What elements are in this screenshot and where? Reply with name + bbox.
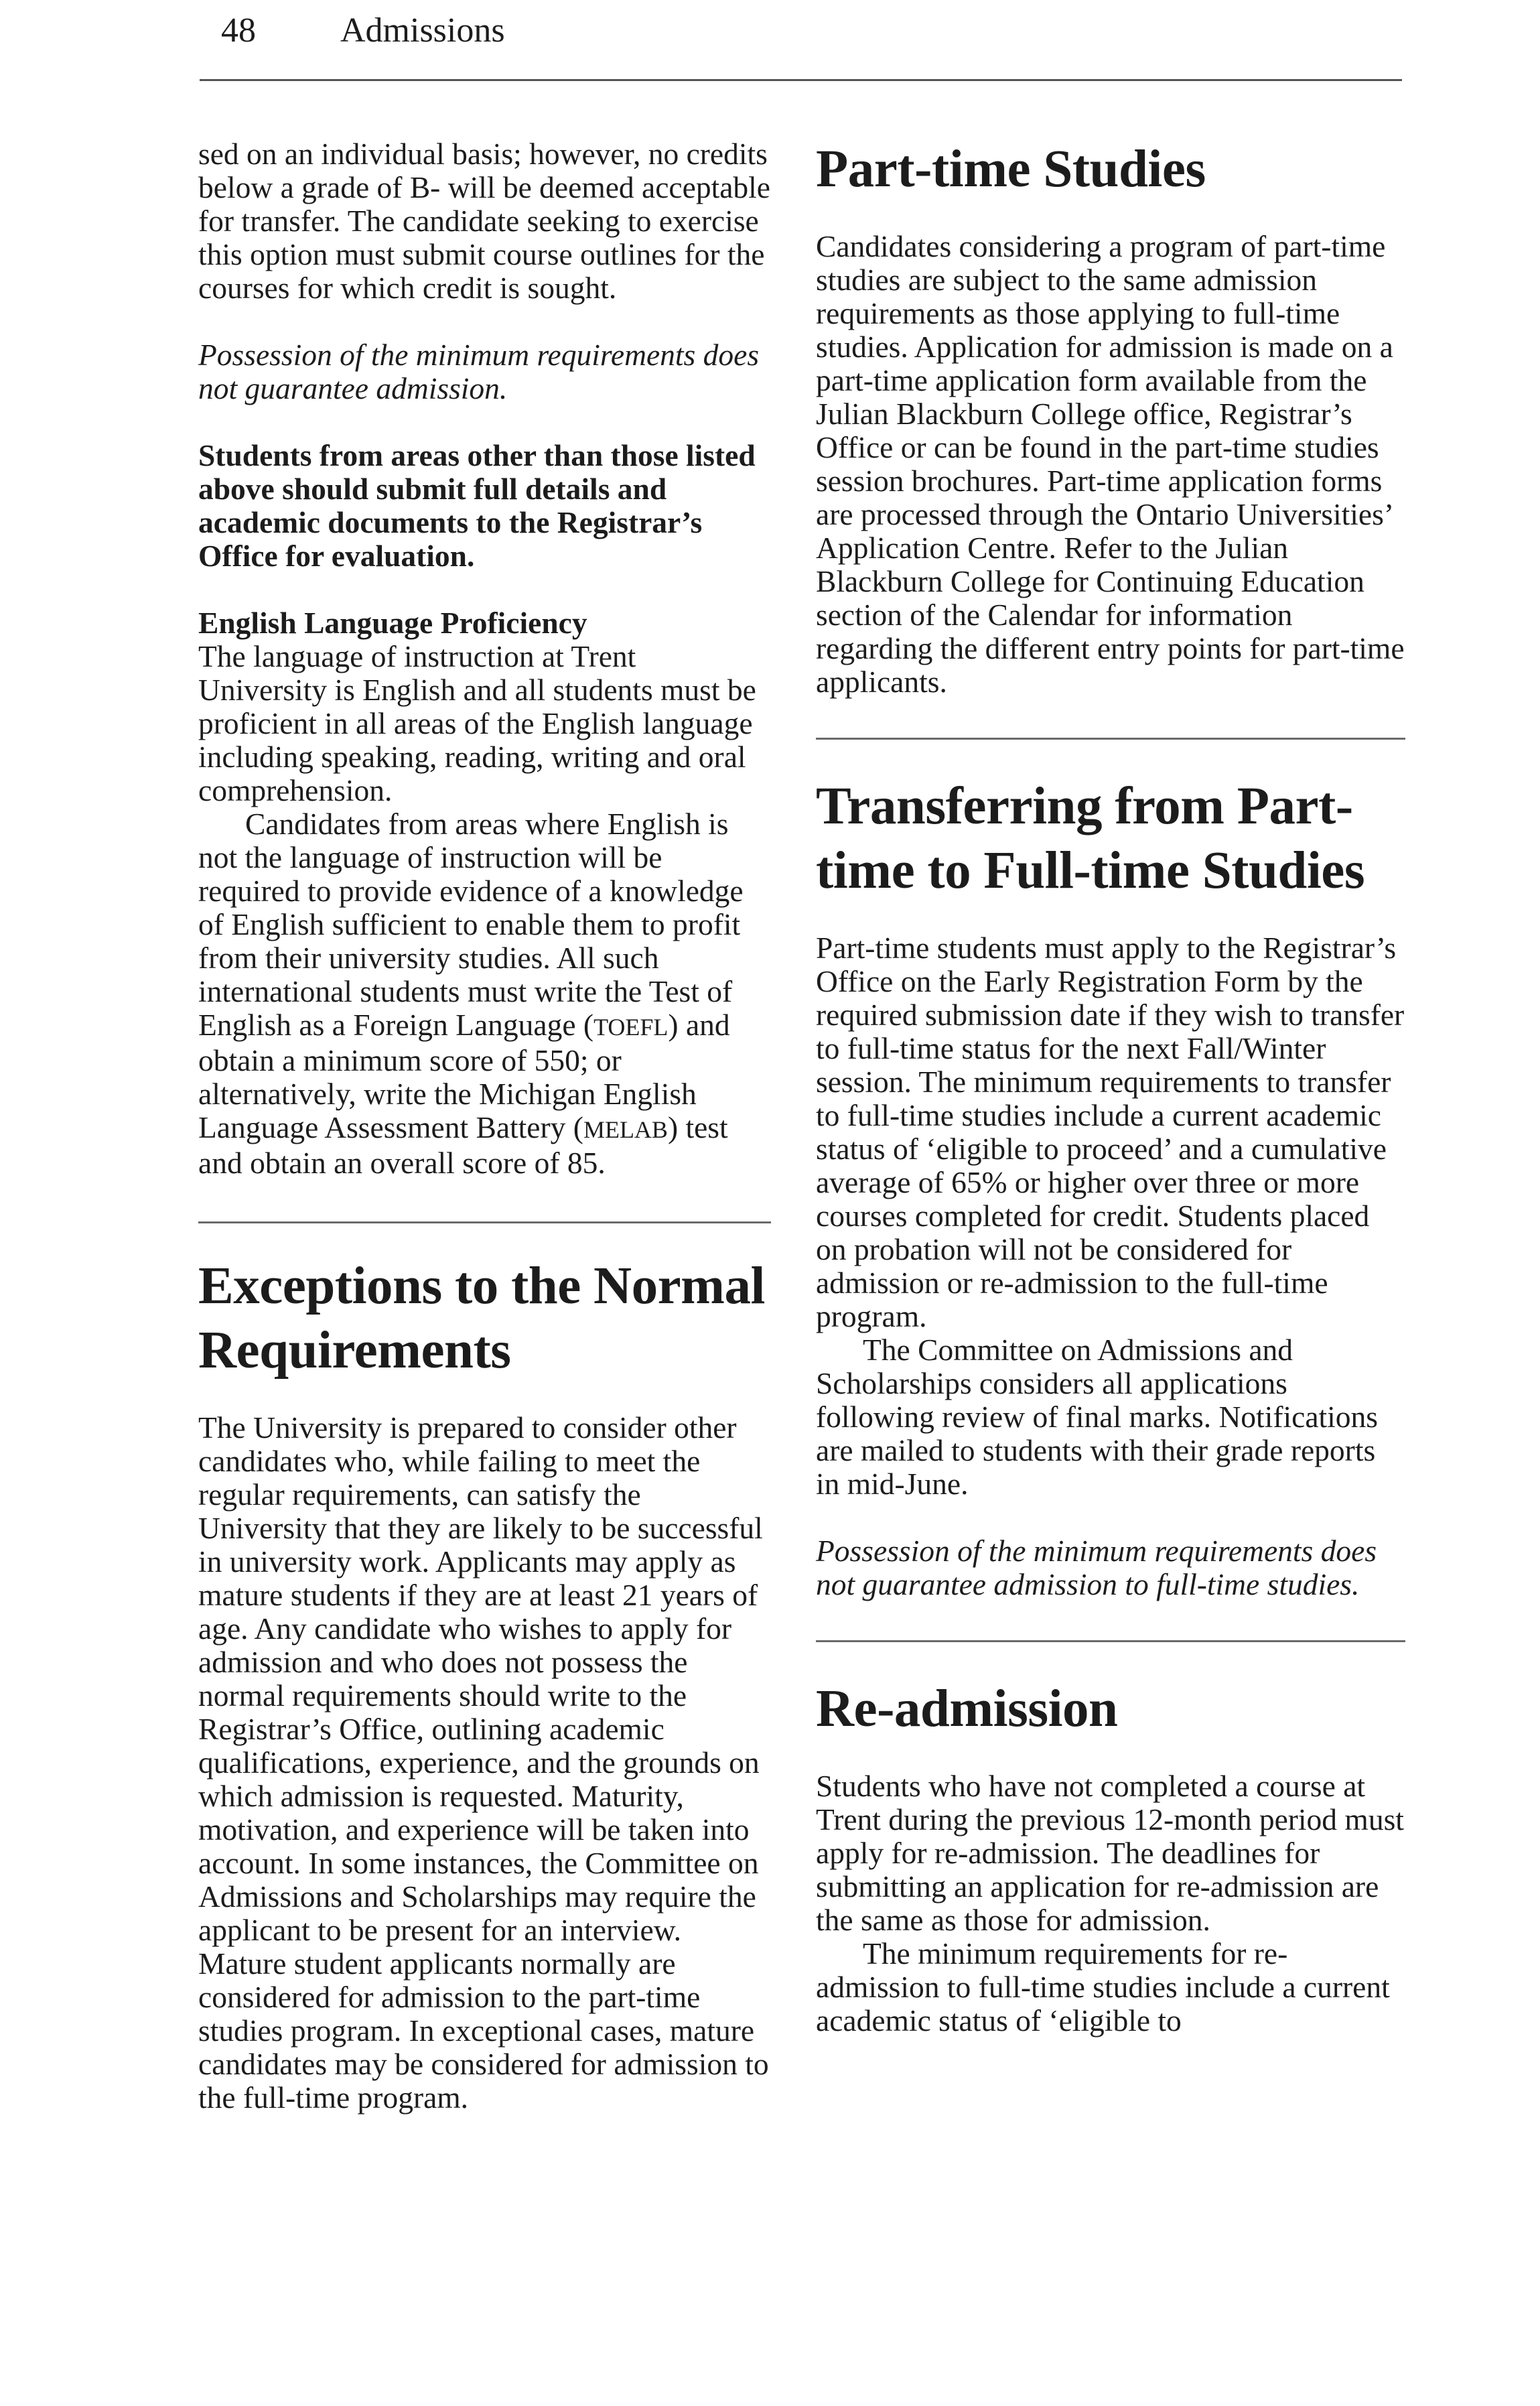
readmission-paragraph: Students who have not completed a course at Trent during the previous 12-month period must apply for re-admission. The deadlines for submitting an application for re-admission are the same as those for admission.	[816, 1769, 1404, 1937]
readmission-requirements-paragraph: The minimum requirements for re-admission to full-time studies include a current academic status of ‘eligible to	[816, 1936, 1390, 2037]
exceptions-heading: Exceptions to the Normal Requirements	[198, 1257, 765, 1380]
english-requirements-text-3: ) test and obtain an overall score of 85.	[198, 1110, 728, 1180]
part-time-paragraph: Candidates considering a program of part-time studies are subject to the same admission requirements as those applying to full-time studies. Application for admission is made on a part-time application form available from the Julian Blackburn College office, Registrar’s Office or can be found in the part-time studies session brochures. Part-time application forms are processed through the Ontario Universities’ Application Centre. Refer to the Julian Blackburn College for Continuing Education section of the Calendar for information regarding the different entry points for part-time applicants.	[816, 229, 1405, 699]
full-time-disclaimer: Possession of the minimum requirements does not guarantee admission to full-time studies.	[816, 1534, 1377, 1601]
toefl-abbreviation: TOEFL	[593, 1014, 669, 1041]
right-column	[816, 137, 1405, 2037]
admission-disclaimer: Possession of the minimum requirements does not guarantee admission.	[198, 338, 760, 405]
part-time-heading: Part-time Studies	[816, 140, 1206, 198]
page-number: 48	[221, 11, 256, 50]
readmission-heading: Re-admission	[816, 1680, 1118, 1738]
melab-abbreviation: MELAB	[583, 1116, 668, 1143]
transfer-credit-paragraph: sed on an individual basis; however, no credits below a grade of B- will be deemed acceptable for transfer. The candidate seeking to exercise this option must submit course outlines for the courses for which credit is sought.	[198, 137, 770, 305]
english-proficiency-heading: English Language Proficiency	[198, 606, 587, 640]
english-requirements-text-2: ) and obtain a minimum score of 550; or alternatively, write the Michigan English Language Assessment Battery (	[198, 1008, 730, 1144]
header-rule	[200, 79, 1402, 81]
left-column	[198, 137, 771, 2115]
exceptions-paragraph: The University is prepared to consider other candidates who, while failing to meet the regular requirements, can satisfy the University that they are likely to be successful in university work. Applicants may apply as mature students if they are at least 21 years of age. Any candidate who wishes to apply for admission and who does not possess the normal requirements should write to the Registrar’s Office, outlining academic qualifications, experience, and the grounds on which admission is requested. Maturity, motivation, and experience will be taken into account. In some instances, the Committee on Admissions and Scholarships may require the applicant to be present for an interview. Mature student applicants normally are considered for admission to the part-time studies program. In exceptional cases, mature candidates may be considered for admission to the full-time program.	[198, 1410, 769, 2115]
english-requirements-paragraph	[198, 807, 771, 1180]
english-requirements-text-1: Candidates from areas where English is not the language of instruction will be required to provide evidence of a knowledge of English sufficient to enable them to profit from their university studies. All such international students must write the Test of English as a Foreign Language (	[198, 807, 744, 1042]
other-areas-notice: Students from areas other than those listed above should submit full details and academic documents to the Registrar’s Office for evaluation.	[198, 438, 756, 573]
committee-paragraph: The Committee on Admissions and Scholarships considers all applications following review of final marks. Notifications are mailed to students with their grade reports in mid-June.	[816, 1333, 1379, 1501]
transfer-heading: Transferring from Part-time to Full-time Studies	[816, 777, 1365, 900]
english-proficiency-paragraph: The language of instruction at Trent University is English and all students must be proficient in all areas of the English language including speaking, reading, writing and oral comprehension.	[198, 639, 756, 807]
transfer-paragraph: Part-time students must apply to the Registrar’s Office on the Early Registration Form by the required submission date if they wish to transfer to full-time status for the next Fall/Winter session. The minimum requirements to transfer to full-time studies include a current academic status of ‘eligible to proceed’ and a cumulative average of 65% or higher over three or more courses completed for credit. Students placed on probation will not be considered for admission or re-admission to the full-time program.	[816, 931, 1405, 1333]
page-header	[200, 4, 1402, 78]
running-head: Admissions	[340, 11, 505, 50]
